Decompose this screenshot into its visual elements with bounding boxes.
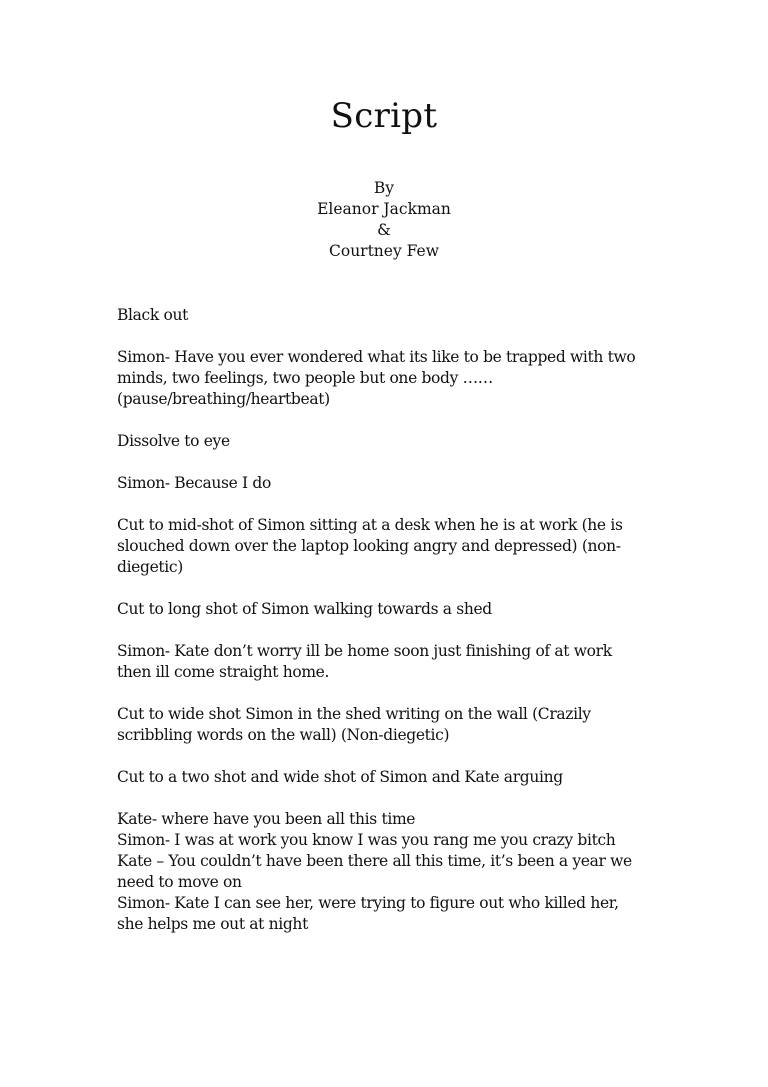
byline — [0, 178, 768, 262]
document-title: Script — [330, 96, 438, 136]
text-line: slouched down over the laptop looking angry and depressed) (non- — [117, 537, 621, 555]
text-line: then ill come straight home. — [117, 663, 330, 681]
text-line: Simon- Because I do — [117, 474, 271, 492]
stage-direction — [117, 767, 657, 788]
text-line: Cut to long shot of Simon walking towards a shed — [117, 600, 492, 618]
text-line: scribbling words on the wall) (Non-diegetic) — [117, 726, 450, 744]
text-line: diegetic) — [117, 558, 183, 576]
text-line: Cut to a two shot and wide shot of Simon and Kate arguing — [117, 768, 563, 786]
text-line: Dissolve to eye — [117, 432, 230, 450]
byline-author-2: Courtney Few — [329, 242, 439, 260]
stage-direction — [117, 704, 657, 746]
stage-direction — [117, 599, 657, 620]
stage-direction — [117, 431, 657, 452]
byline-by: By — [373, 179, 395, 197]
text-line: need to move on — [117, 873, 242, 891]
script-body — [117, 305, 657, 935]
text-line: (pause/breathing/heartbeat) — [117, 390, 330, 408]
byline-ampersand: & — [377, 221, 391, 239]
text-line: Simon- I was at work you know I was you rang me you crazy bitch — [117, 831, 616, 849]
stage-direction — [117, 305, 657, 326]
dialogue — [117, 641, 657, 683]
text-line: Kate- where have you been all this time — [117, 810, 416, 828]
dialogue — [117, 809, 657, 935]
text-line: Cut to mid-shot of Simon sitting at a desk when he is at work (he is — [117, 516, 623, 534]
text-line: Simon- Kate I can see her, were trying to figure out who killed her, — [117, 894, 619, 912]
dialogue — [117, 473, 657, 494]
text-line: Simon- Have you ever wondered what its like to be trapped with two — [117, 348, 636, 366]
stage-direction — [117, 515, 657, 578]
text-line: she helps me out at night — [117, 915, 308, 933]
dialogue — [117, 347, 657, 410]
text-line: Kate – You couldn’t have been there all this time, it’s been a year we — [117, 852, 632, 870]
text-line: Simon- Kate don’t worry ill be home soon just finishing of at work — [117, 642, 612, 660]
text-line: minds, two feelings, two people but one body …… — [117, 369, 493, 387]
text-line: Black out — [117, 306, 188, 324]
text-line: Cut to wide shot Simon in the shed writing on the wall (Crazily — [117, 705, 591, 723]
byline-author-1: Eleanor Jackman — [317, 200, 451, 218]
